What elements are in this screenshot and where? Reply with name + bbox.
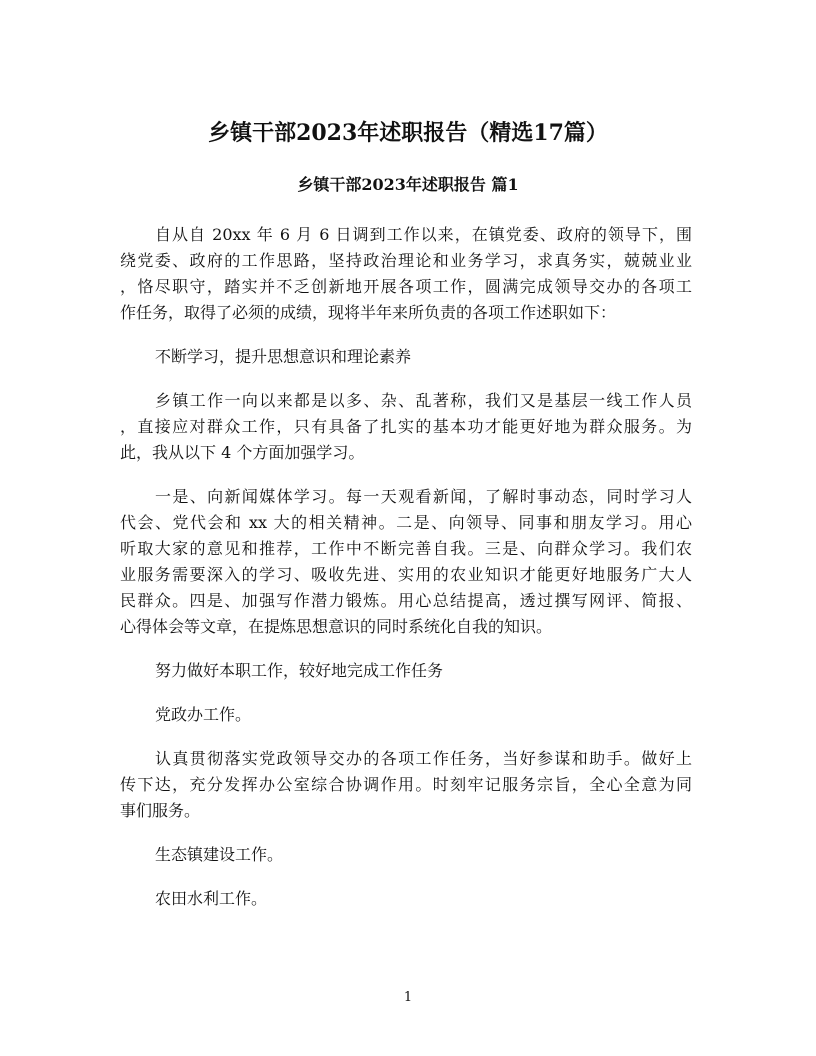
paragraph xyxy=(120,222,692,326)
paragraph-line: ，直接应对群众工作，只有具备了扎实的基本功才能更好地为群众服务。为 xyxy=(120,417,692,436)
paragraph-line: 听取大家的意见和推荐，工作中不断完善自我。三是、向群众学习。我们农 xyxy=(120,539,692,558)
paragraph-line: 自从自 20xx 年 6 月 6 日调到工作以来，在镇党委、政府的领导下，围 xyxy=(155,225,692,244)
section-title: 乡镇干部2023年述职报告 篇1 xyxy=(297,175,519,194)
paragraph-line: 努力做好本职工作，较好地完成工作任务 xyxy=(155,661,444,680)
paragraph xyxy=(120,388,692,466)
paragraph-line: 认真贯彻落实党政领导交办的各项工作任务，当好参谋和助手。做好上 xyxy=(155,749,692,768)
paragraph-line: 事们服务。 xyxy=(120,801,201,820)
paragraph-line: 党政办工作。 xyxy=(155,705,252,724)
paragraph xyxy=(120,842,692,868)
paragraph-line: 乡镇工作一向以来都是以多、杂、乱著称，我们又是基层一线工作人员 xyxy=(155,391,692,410)
paragraph-line: 业服务需要深入的学习、吸收先进、实用的农业知识才能更好地服务广大人 xyxy=(120,565,692,584)
page-number: 1 xyxy=(403,990,413,1005)
document-body xyxy=(120,222,692,930)
paragraph xyxy=(120,886,692,912)
paragraph-line: 此，我从以下 4 个方面加强学习。 xyxy=(120,443,365,462)
paragraph-line: 传下达，充分发挥办公室综合协调作用。时刻牢记服务宗旨，全心全意为同 xyxy=(120,775,692,794)
paragraph-line: 不断学习，提升思想意识和理论素养 xyxy=(155,347,412,366)
paragraph xyxy=(120,702,692,728)
paragraph-line: 心得体会等文章，在提炼思想意识的同时系统化自我的知识。 xyxy=(120,617,553,636)
paragraph xyxy=(120,658,692,684)
paragraph-line: 一是、向新闻媒体学习。每一天观看新闻，了解时事动态，同时学习人 xyxy=(155,487,692,506)
paragraph-line: 农田水利工作。 xyxy=(155,889,268,908)
paragraph-line: 民群众。四是、加强写作潜力锻炼。用心总结提高，透过撰写网评、简报、 xyxy=(120,591,692,610)
paragraph xyxy=(120,344,692,370)
document-title: 乡镇干部2023年述职报告（精选17篇） xyxy=(208,120,608,146)
paragraph xyxy=(120,484,692,640)
paragraph-line: 生态镇建设工作。 xyxy=(155,845,284,864)
paragraph-line: 绕党委、政府的工作思路，坚持政治理论和业务学习，求真务实，兢兢业业 xyxy=(120,251,692,270)
paragraph-line: 代会、党代会和 xx 大的相关精神。二是、向领导、同事和朋友学习。用心 xyxy=(120,513,692,532)
paragraph-line: ，恪尽职守，踏实并不乏创新地开展各项工作，圆满完成领导交办的各项工 xyxy=(120,277,692,296)
paragraph-line: 作任务，取得了必须的成绩，现将半年来所负责的各项工作述职如下： xyxy=(120,303,617,322)
paragraph xyxy=(120,746,692,824)
